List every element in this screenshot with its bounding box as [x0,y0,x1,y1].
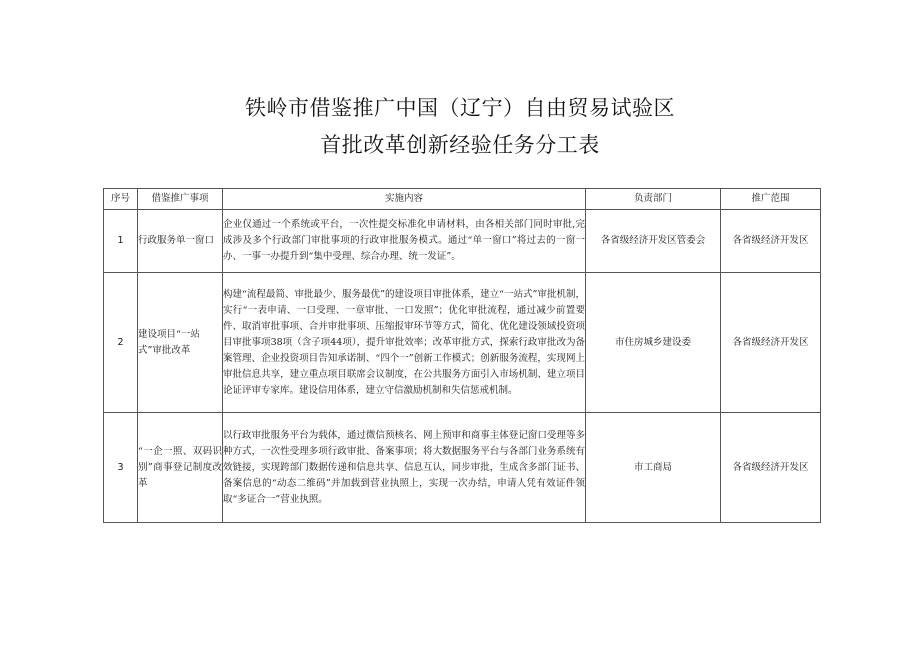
task-table [103,188,821,523]
row-description: 企业仅通过一个系统或平台，一次性提交标准化申请材料，由各相关部门同时审批,完成涉及多个行政部门审批事项的行政审批服务模式。通过“单一窗口”将过去的一窗一办、一事一办提升到“集中受理、综合办理、统一发证”。 [223,210,586,273]
document-title-line2: 首批改革创新经验任务分工表 [320,133,600,157]
row-department: 各省级经济开发区管委会 [586,210,721,273]
row-item: “一企一照、双码识别”商事登记制度改革 [138,413,223,523]
row-item: 建设项目“一站式”审批改革 [138,273,223,413]
header-no: 序号 [104,189,138,210]
row-scope: 各省级经济开发区 [721,273,821,413]
table-row [104,273,821,413]
row-number: 2 [104,273,138,413]
header-dept: 负责部门 [586,189,721,210]
row-scope: 各省级经济开发区 [721,413,821,523]
row-item: 行政服务单一窗口 [138,210,223,273]
row-department: 市住房城乡建设委 [586,273,721,413]
header-scope: 推广范围 [721,189,821,210]
row-number: 1 [104,210,138,273]
table-row [104,413,821,523]
row-department: 市工商局 [586,413,721,523]
row-scope: 各省级经济开发区 [721,210,821,273]
table-row [104,210,821,273]
header-item: 借鉴推广事项 [138,189,223,210]
row-number: 3 [104,413,138,523]
row-description: 构建“流程最简、审批最少、服务最优”的建设项目审批体系，建立“一站式”审批机制，实行“一表申请、一口受理、一章审批、一口发照”；优化审批流程，通过减少前置要件、取消审批事项、合并审批事项、压缩报审环节等方式，简化、优化建设领域投资项目审批事项38项（含子项44项），提升审批效率；改革审批方式，探索行政审批改为备案管理、企业投资项目告知承诺制、“四个一”创新工作模式；创新服务流程，实现网上审批信息共享，建立重点项目联席会议制度，在公共服务方面引入市场机制、建立项目论证评审专家库。建设信用体系，建立守信激励机制和失信惩戒机制。 [223,273,586,413]
row-description: 以行政审批服务平台为载体，通过微信预核名、网上预审和商事主体登记窗口受理等多种方式，一次性受理多项行政审批、备案事项；将大数据服务平台与各部门业务系统有效链接，实现跨部门数据传递和信息共享、信息互认，同步审批，生成含多部门证书、备案信息的“动态二维码”并加载到营业执照上，实现一次办结，申请人凭有效证件领取“多证合一”营业执照。 [223,413,586,523]
header-desc: 实施内容 [223,189,586,210]
table-header-row [104,189,821,210]
document-title-line1: 铁岭市借鉴推广中国（辽宁）自由贸易试验区 [245,96,675,120]
